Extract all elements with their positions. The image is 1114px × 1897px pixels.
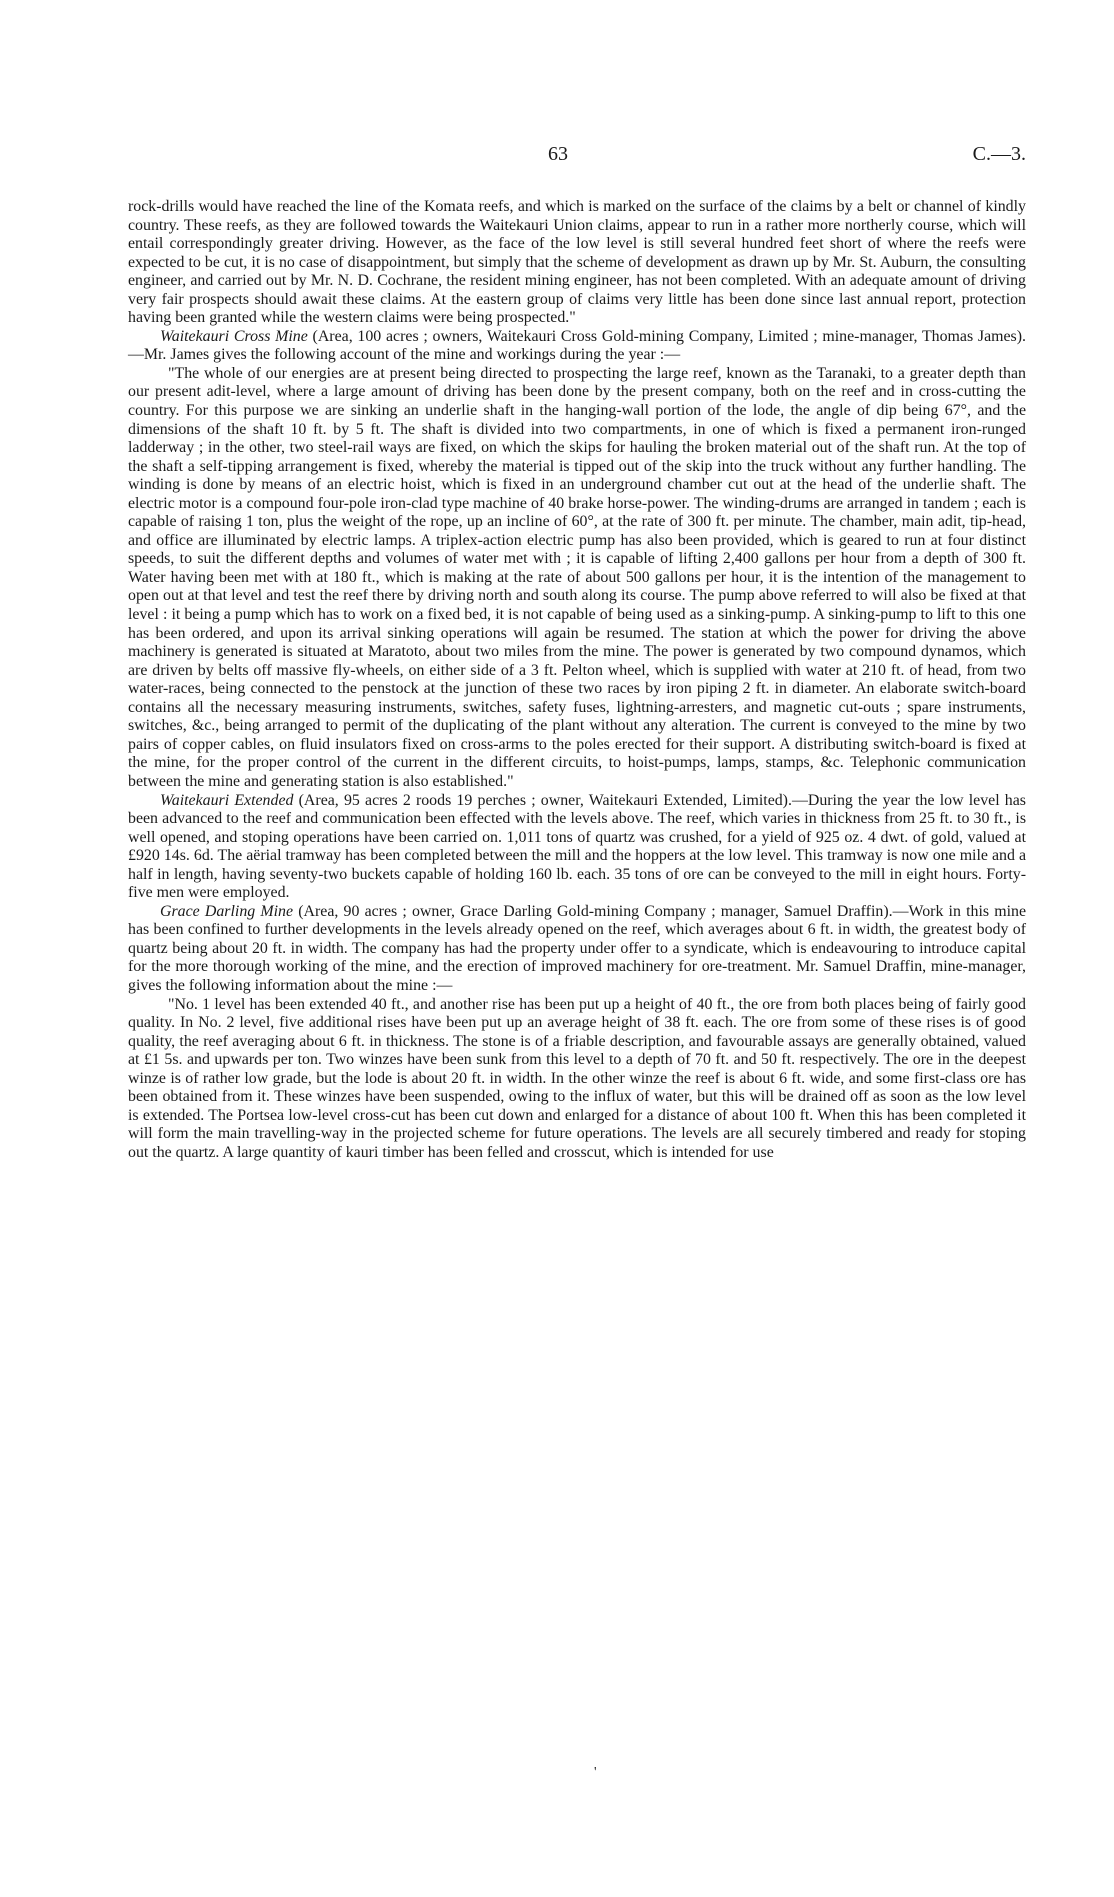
paragraph-text: "No. 1 level has been extended 40 ft., and another rise has been put up a height of 40 ft., the ore from both places being of fairly good quality. In No. 2 level, five additional rises have been put up an average height of 38 ft. each. The ore from some of these rises is of good quality, the reef averaging about 6 ft. in thickness. The stone is of a friable description, and favourable assays are generally obtained, valued at £1 5s. and upwards per ton. Two winzes have been sunk from this level to a depth of 70 ft. and 50 ft. respectively. The ore in the deepest winze is of rather low grade, but the lode is about 20 ft. in width. In the other winze the reef is about 6 ft. wide, and some first-class ore has been obtained from it. These winzes have been suspended, owing to the influx of water, but this will be drained off as soon as the low level is extended. The Portsea low-level cross-cut has been cut down and enlarged for a distance of about 100 ft. When this has been completed it will form the main travelling-way in the projected scheme for future operations. The levels are all securely timbered and ready for stoping out the quartz. A large quantity of kauri timber has been felled and crosscut, which is intended for use xyxy=(128,995,1026,1161)
paragraph-continuation xyxy=(128,198,1026,328)
paragraph-text: "The whole of our energies are at present being directed to prospecting the large reef, known as the Taranaki, to a greater depth than our present adit-level, where a large amount of driving has been done by the present company, both on the reef and in cross-cutting the country. For this purpose we are sinking an underlie shaft in the hanging-wall portion of the lode, the angle of dip being 67°, and the dimensions of the shaft 10 ft. by 5 ft. The shaft is divided into two compartments, in one of which is fixed a permanent iron-runged ladderway ; in the other, two steel-rail ways are fixed, on which the skips for hauling the broken material out of the shaft run. At the top of the shaft a self-tipping arrangement is fixed, whereby the material is tipped out of the skip into the truck without any further handling. The winding is done by means of an electric hoist, which is fixed in an underground chamber cut out at the head of the underlie shaft. The electric motor is a compound four-pole iron-clad type machine of 40 brake horse-power. The winding-drums are arranged in tandem ; each is capable of raising 1 ton, plus the weight of the rope, up an incline of 60°, at the rate of 300 ft. per minute. The chamber, main adit, tip-head, and office are illuminated by electric lamps. A triplex-action electric pump has also been provided, which is geared to run at four distinct speeds, to suit the different depths and volumes of water met with ; it is capable of lifting 2,400 gallons per hour from a depth of 300 ft. Water having been met with at 180 ft., which is making at the rate of about 500 gallons per hour, it is the intention of the management to open out at that level and test the reef there by driving north and south along its course. The pump above referred to will also be fixed at that level : it being a pump which has to work on a fixed bed, it is not capable of being used as a sinking-pump. A sinking-pump to lift to this one has been ordered, and upon its arrival sinking operations will again be resumed. The station at which the power for driving the above machinery is generated is situated at Maratoto, about two miles from the mine. The power is generated by two compound dynamos, which are driven by belts off massive fly-wheels, on either side of a 3 ft. Pelton wheel, which is supplied with water at 210 ft. of head, from two water-races, being connected to the penstock at the junction of these two races by iron piping 2 ft. in diameter. An elaborate switch-board contains all the necessary measuring instruments, switches, safety fuses, lightning-arresters, and magnetic cut-outs ; spare instruments, switches, &c., being arranged to permit of the duplicating of the plant without any alteration. The current is conveyed to the mine by two pairs of copper cables, on fluid insulators fixed on cross-arms to the poles erected for their support. A distributing switch-board is fixed at the mine, for the proper control of the current in the different circuits, to hoist-pumps, lamps, stamps, &c. Telephonic communication between the mine and generating station is also established." xyxy=(128,364,1026,790)
paragraph-waitekauri-cross xyxy=(128,328,1026,365)
page-number: 63 xyxy=(548,143,568,165)
paragraph-text: (Area, 100 acres ; owners, Waitekauri Cross Gold-mining Company, Limited ; mine-manager, Thomas James).—Mr. James gives the following account of the mine and workings during the year :— xyxy=(128,327,1026,364)
paragraph-waitekauri-extended xyxy=(128,792,1026,903)
paragraph-quote-draffin xyxy=(128,996,1026,1163)
body-text xyxy=(128,198,1026,1162)
document-reference: C.—3. xyxy=(972,143,1026,165)
paragraph-grace-darling xyxy=(128,903,1026,996)
paragraph-quote-james xyxy=(128,365,1026,792)
footer-mark: ' xyxy=(594,1765,597,1780)
mine-name-heading: Waitekauri Cross Mine xyxy=(160,327,308,345)
paragraph-text: (Area, 90 acres ; owner, Grace Darling Gold-mining Company ; manager, Samuel Draffin).—Work in this mine has been confined to further developments in the levels already opened on the reef, which averages about 6 ft. in width, the greatest body of quartz being about 20 ft. in width. The company has had the property under offer to a syndicate, which is endeavouring to introduce capital for the more thorough working of the mine, and the erection of improved machinery for ore-treatment. Mr. Samuel Draffin, mine-manager, gives the following information about the mine :— xyxy=(128,902,1026,994)
mine-name-heading: Grace Darling Mine xyxy=(160,902,294,920)
paragraph-text: rock-drills would have reached the line of the Komata reefs, and which is marked on the surface of the claims by a belt or channel of kindly country. These reefs, as they are followed towards the Waitekauri Union claims, appear to run in a rather more northerly course, which will entail correspondingly greater driving. However, as the face of the low level is still several hundred feet short of where the reefs were expected to be cut, it is no case of disappointment, but simply that the scheme of development as drawn up by Mr. St. Auburn, the consulting engineer, and carried out by Mr. N. D. Cochrane, the resident mining engineer, has not been completed. With an adequate amount of driving very fair prospects should await these claims. At the eastern group of claims very little has been done since last annual report, protection having been granted while the western claims were being prospected." xyxy=(128,198,1026,327)
page-header xyxy=(0,143,1114,167)
paragraph-text: (Area, 95 acres 2 roods 19 perches ; owner, Waitekauri Extended, Limited).—During the year the low level has been advanced to the reef and communication been effected with the levels above. The reef, which varies in thickness from 25 ft. to 30 ft., is well opened, and stoping operations have been carried on. 1,011 tons of quartz was crushed, for a yield of 925 oz. 4 dwt. of gold, valued at £920 14s. 6d. The aërial tramway has been completed between the mill and the hoppers at the low level. This tramway is now one mile and a half in length, having seventy-two buckets capable of holding 160 lb. each. 35 tons of ore can be conveyed to the mill in eight hours. Forty-five men were employed. xyxy=(128,791,1026,902)
mine-name-heading: Waitekauri Extended xyxy=(160,791,294,809)
